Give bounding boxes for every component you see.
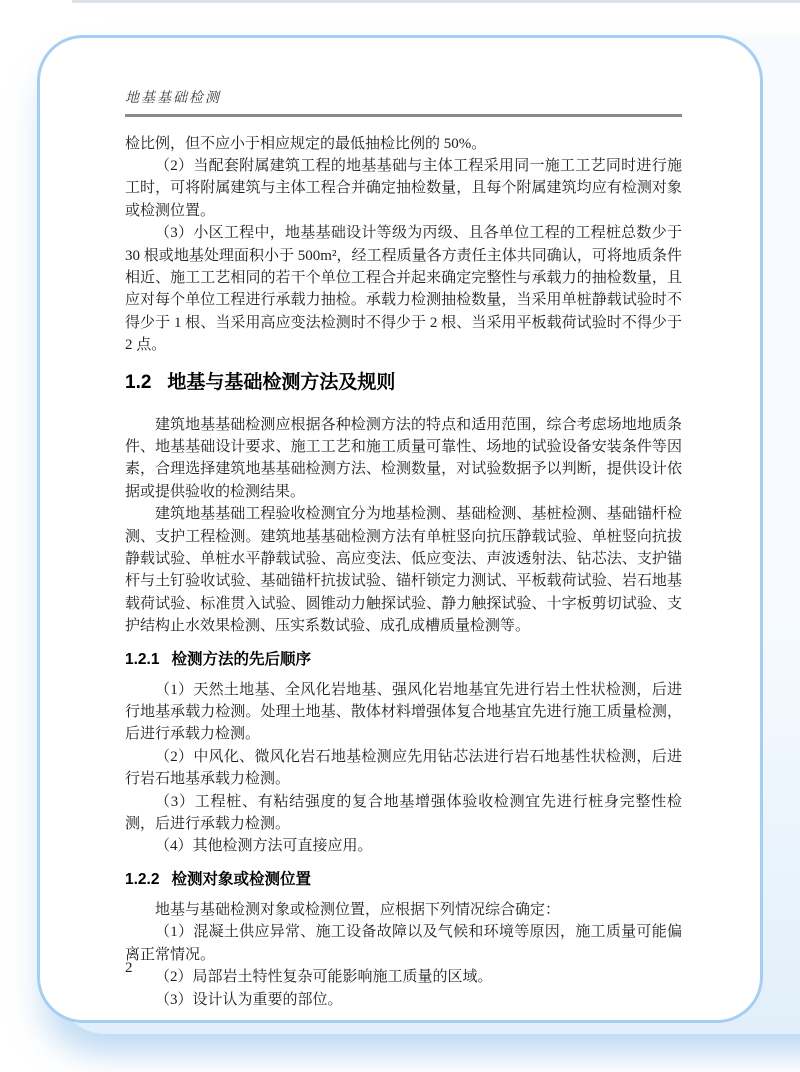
paragraph-122-item-2: （2）局部岩土特性复杂可能影响施工质量的区域。 xyxy=(155,969,493,986)
subsection-number: 1.2.2 xyxy=(125,870,160,888)
paragraph-122-intro: 地基与基础检测对象或检测位置，应根据下列情况综合确定： xyxy=(155,901,561,918)
paragraph-121-item-2: （2）中风化、微风化岩石地基检测应先用钻芯法进行岩石地基性状检测，后进行岩石地基承载力检测。 xyxy=(125,748,682,788)
running-header: 地基基础检测 xyxy=(125,91,221,106)
document-page xyxy=(37,35,763,1023)
paragraph-121-item-1: （1）天然土地基、全风化岩地基、强风化岩地基宜先进行岩土性状检测，后进行地基承载力检测。处理土地基、散体材料增强体复合地基宜先进行施工质量检测，后进行承载力检测。 xyxy=(125,681,682,743)
paragraph-122-item-3: （3）设计认为重要的部位。 xyxy=(155,991,343,1008)
header-rule xyxy=(125,114,682,117)
subsection-title: 检测对象或检测位置 xyxy=(171,870,311,888)
top-edge-strip xyxy=(72,0,800,3)
section-title: 地基与基础检测方法及规则 xyxy=(167,371,396,393)
section-heading-1-2 xyxy=(125,370,682,396)
page-number: 2 xyxy=(125,960,133,976)
section-number: 1.2 xyxy=(125,371,152,393)
paragraph-121-item-4: （4）其他检测方法可直接应用。 xyxy=(155,838,373,855)
paragraph-item-3: （3）小区工程中，地基基础设计等级为丙级、且各单位工程的工程桩总数少于 30 根或地基处理面积小于 500m²，经工程质量各方责任主体共同确认，可将地质条件相近、施工工艺相同的若干个单位工程合并起来确定完整性与承载力的抽检数量，且应对每个单位工程进行承载力抽检。承载力检测抽检数量，当采用单桩静载试验时不得少于 1 根、当采用高应变法检测时不得少于 2 根、当采用平板载荷试验时不得少于 2 点。 xyxy=(125,225,682,354)
subsection-heading-1-2-2 xyxy=(125,869,682,890)
subsection-number: 1.2.1 xyxy=(125,650,160,668)
paragraph-methods-intro: 建筑地基基础检测应根据各种检测方法的特点和适用范围，综合考虑场地地质条件、地基基础设计要求、施工工艺和施工质量可靠性、场地的试验设备安装条件等因素，合理选择建筑地基基础检测方法、检测数量，对试验数据予以判断，提供设计依据或提供验收的检测结果。 xyxy=(125,416,682,500)
paragraph-item-2: （2）当配套附属建筑工程的地基基础与主体工程采用同一施工工艺同时进行施工时，可将附属建筑与主体工程合并确定抽检数量，且每个附属建筑均应有检测对象或检测位置。 xyxy=(125,157,682,219)
paragraph-121-item-3: （3）工程桩、有粘结强度的复合地基增强体验收检测宜先进行桩身完整性检测，后进行承载力检测。 xyxy=(125,793,682,833)
paragraph-122-item-1: （1）混凝土供应异常、施工设备故障以及气候和环境等原因，施工质量可能偏离正常情况。 xyxy=(125,924,682,963)
subsection-heading-1-2-1 xyxy=(125,649,682,670)
paragraph-continuation: 检比例，但不应小于相应规定的最低抽检比例的 50%。 xyxy=(125,135,487,152)
subsection-title: 检测方法的先后顺序 xyxy=(171,650,311,668)
document-body xyxy=(125,133,682,1011)
paragraph-methods-list: 建筑地基基础工程验收检测宜分为地基检测、基础检测、基桩检测、基础锚杆检测、支护工程检测。建筑地基基础检测方法有单桩竖向抗压静载试验、单桩竖向抗拔静载试验、单桩水平静载试验、高应变法、低应变法、声波透射法、钻芯法、支护锚杆与土钉验收试验、基础锚杆抗拔试验、锚杆锁定力测试、平板载荷试验、岩石地基载荷试验、标准贯入试验、圆锥动力触探试验、静力触探试验、十字板剪切试验、支护结构止水效果检测、压实系数试验、成孔成槽质量检测等。 xyxy=(125,506,682,635)
